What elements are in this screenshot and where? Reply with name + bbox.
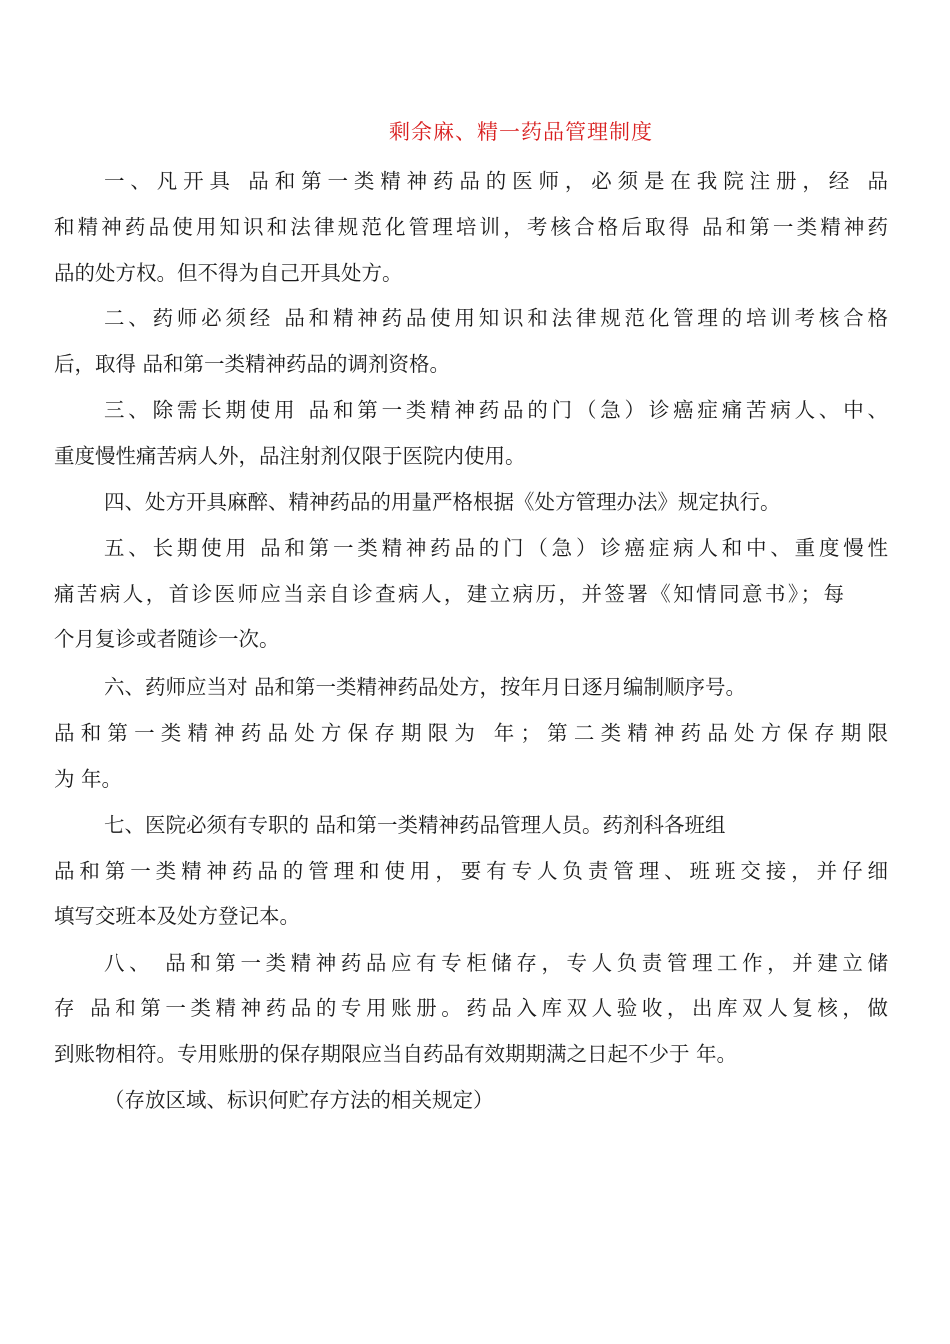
paragraph-6-line-1: 六、药师应当对 品和第一类精神药品处方，按年月日逐月编制顺序号。 bbox=[104, 675, 747, 699]
paragraph-5-line-1: 五、长期使用 品和第一类精神药品的门（急）诊癌症病人和中、重度慢性 bbox=[104, 536, 888, 560]
paragraph-5-line-3: 个月复诊或者随诊一次。 bbox=[54, 627, 280, 651]
paragraph-3-line-1: 三、除需长期使用 品和第一类精神药品的门（急）诊癌症痛苦病人、中、 bbox=[104, 398, 888, 422]
paragraph-6-line-3: 为 年。 bbox=[54, 767, 123, 791]
document-title: 剩余麻、精一药品管理制度 bbox=[389, 120, 653, 144]
paragraph-1-line-3: 品的处方权。但不得为自己开具处方。 bbox=[54, 261, 403, 285]
paragraph-7-line-1: 七、医院必须有专职的 品和第一类精神药品管理人员。药剂科各班组 bbox=[104, 813, 726, 837]
paragraph-1-line-1: 一、凡开具 品和第一类精神药品的医师，必须是在我院注册，经 品 bbox=[104, 169, 888, 193]
paragraph-8-line-3: 到账物相符。专用账册的保存期限应当自药品有效期期满之日起不少于 年。 bbox=[54, 1042, 738, 1066]
paragraph-4-line-1: 四、处方开具麻醉、精神药品的用量严格根据《处方管理办法》规定执行。 bbox=[104, 490, 781, 514]
paragraph-7-line-3: 填写交班本及处方登记本。 bbox=[54, 904, 300, 928]
paragraph-5-line-2: 痛苦病人，首诊医师应当亲自诊查病人，建立病历，并签署《知情同意书》；每 bbox=[54, 582, 844, 606]
paragraph-2-line-1: 二、药师必须经 品和精神药品使用知识和法律规范化管理的培训考核合格 bbox=[104, 306, 888, 330]
paragraph-3-line-2: 重度慢性痛苦病人外，品注射剂仅限于医院内使用。 bbox=[54, 444, 526, 468]
paragraph-2-line-2: 后，取得 品和第一类精神药品的调剂资格。 bbox=[54, 352, 451, 376]
paragraph-1-line-2: 和精神药品使用知识和法律规范化管理培训，考核合格后取得 品和第一类精神药 bbox=[54, 215, 888, 239]
storage-note: （存放区域、标识何贮存方法的相关规定） bbox=[104, 1088, 494, 1112]
paragraph-7-line-2: 品和第一类精神药品的管理和使用，要有专人负责管理、班班交接，并仔细 bbox=[54, 859, 888, 883]
paragraph-8-line-2: 存 品和第一类精神药品的专用账册。药品入库双人验收，出库双人复核，做 bbox=[54, 996, 888, 1020]
paragraph-6-line-2: 品和第一类精神药品处方保存期限为 年；第二类精神药品处方保存期限 bbox=[54, 721, 888, 745]
paragraph-8-line-1: 八、 品和第一类精神药品应有专柜储存，专人负责管理工作，并建立储 bbox=[104, 951, 888, 975]
